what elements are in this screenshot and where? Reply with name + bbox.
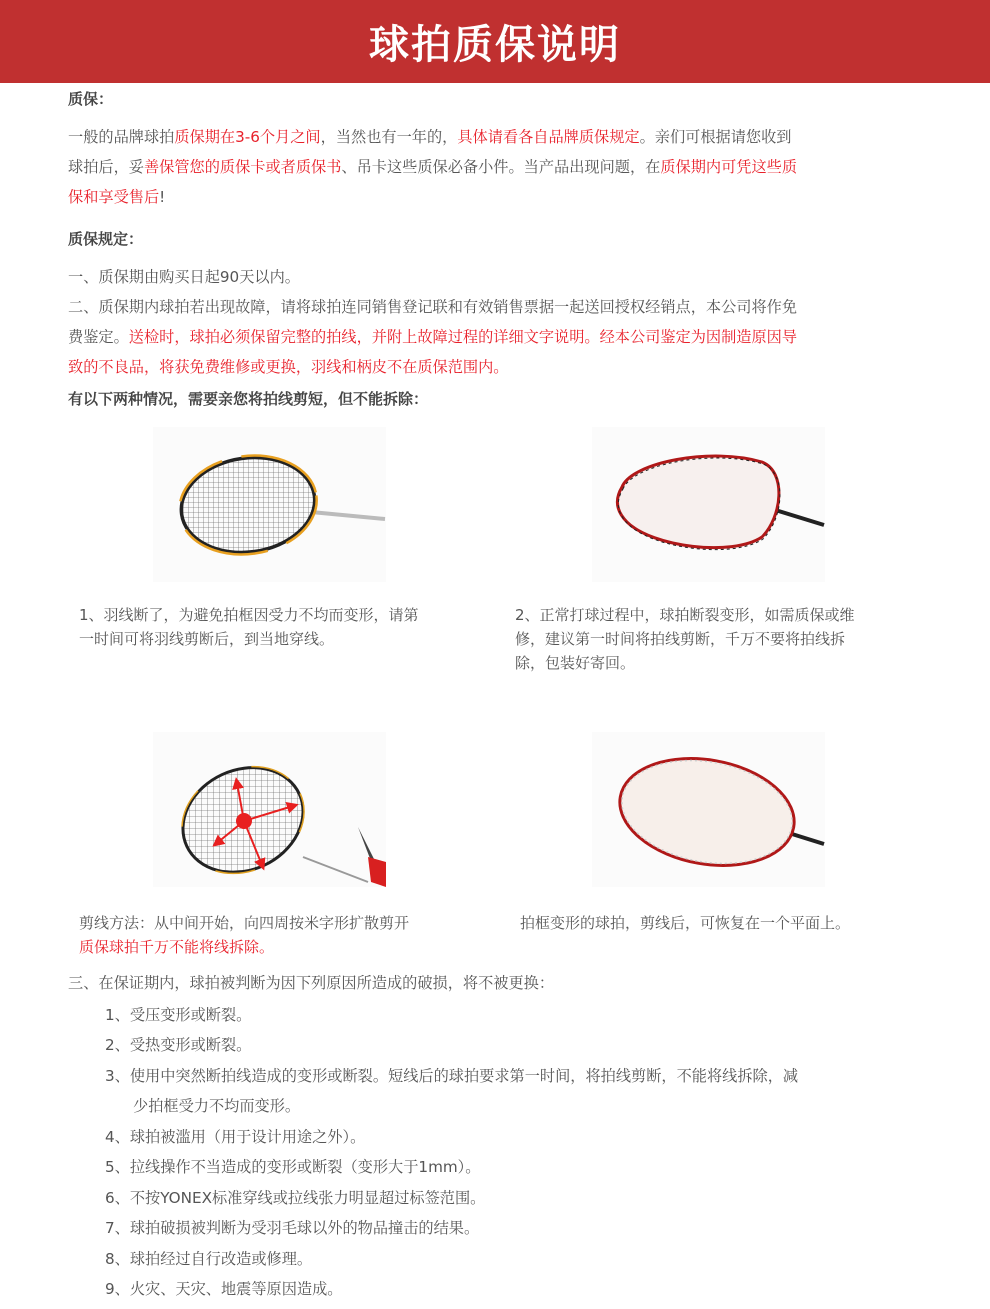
exclusion-item: 5、拉线操作不当造成的变形或断裂（变形大于1mm）。: [105, 1158, 481, 1176]
racket-image: [153, 732, 386, 887]
rule-highlight: 致的不良品，将获免费维修或更换，: [68, 358, 311, 376]
rule-2-line-2: [68, 327, 797, 347]
photo-racket-deformed-frame: [592, 427, 825, 582]
photo-caption-3: [79, 911, 409, 959]
exclusion-item: 9、火灾、天灾、地震等原因造成。: [105, 1280, 343, 1298]
photo-caption-2: [515, 603, 855, 675]
intro-highlight: 质保期在3-6个月之间: [174, 128, 321, 146]
caption-line: 剪线方法：从中间开始，向四周按米字形扩散剪开: [79, 914, 410, 932]
photo-racket-broken-strings: [153, 427, 386, 582]
photo-caption-4: [520, 911, 850, 935]
exclusion-item: 8、球拍经过自行改造或修理。: [105, 1250, 313, 1268]
exclusion-item-continued: 少拍框受力不均而变形。: [133, 1097, 301, 1115]
exclusion-item: 2、受热变形或断裂。: [105, 1036, 252, 1054]
caption-line: 2、正常打球过程中，球拍断裂变形，如需质保或维: [515, 606, 855, 624]
section-heading-rules: 质保规定：: [68, 230, 144, 248]
section-heading-warranty: 质保：: [68, 90, 114, 108]
caption-line: 修，建议第一时间将拍线剪断，千万不要将拍线拆: [515, 630, 846, 648]
photo-caption-1: [79, 603, 419, 651]
intro-highlight: 善保管您的质保卡或者质保书: [143, 158, 342, 176]
caption-line: 拍框变形的球拍，剪线后，可恢复在一个平面上。: [520, 914, 851, 932]
page-title: 球拍质保说明: [369, 22, 621, 68]
rule-1: 一、质保期由购买日起90天以内。: [68, 268, 300, 286]
exclusions-heading: 三、在保证期内，球拍被判断为因下列原因所造成的破损，将不被更换：: [68, 974, 554, 992]
intro-text: 球拍后，妥: [68, 158, 144, 176]
intro-line-1: [68, 127, 791, 147]
intro-text: !: [159, 188, 166, 206]
intro-line-2: [68, 157, 797, 177]
rule-2-line-1: [68, 297, 797, 317]
racket-image: [592, 427, 825, 582]
exclusion-item: 4、球拍被滥用（用于设计用途之外）。: [105, 1128, 366, 1146]
intro-text: ，当然也有一年的，: [320, 128, 458, 146]
caption-line-highlight: 质保球拍千万不能将线拆除。: [79, 938, 275, 956]
exclusion-item: 3、使用中突然断拍线造成的变形或断裂。短线后的球拍要求第一时间，将拍线剪断，不能将线拆除，减: [105, 1067, 799, 1085]
intro-highlight: 具体请看各自品牌质保规定: [457, 128, 640, 146]
rule-highlight: 送检时，球拍必须保留完整的拍线，并附上故障过程的详细文字说明。经本公司鉴定为因制造原因导: [128, 328, 797, 346]
exclusion-item: 7、球拍破损被判断为受羽毛球以外的物品撞击的结果。: [105, 1219, 480, 1237]
intro-highlight: 质保期内可凭这些质: [660, 158, 797, 176]
rule-2-line-3: [68, 357, 508, 377]
intro-text: 一般的品牌球拍: [68, 128, 175, 146]
exclusion-item: 6、不按YONEX标准穿线或拉线张力明显超过标签范围。: [105, 1189, 486, 1207]
racket-image: [153, 427, 386, 582]
caption-line: 1、羽线断了，为避免拍框因受力不均而变形，请第: [79, 606, 419, 624]
intro-line-3: [68, 187, 165, 207]
rule-highlight: 羽线和柄皮不在质保范围内。: [311, 358, 509, 376]
photo-racket-restored: [592, 732, 825, 887]
intro-text: 。亲们可根据请您收到: [639, 128, 792, 146]
intro-highlight: 保和享受售后: [68, 188, 160, 206]
rule-text: 费鉴定。: [68, 328, 129, 346]
exclusion-item: 1、受压变形或断裂。: [105, 1006, 252, 1024]
header-banner: [0, 0, 990, 83]
caption-line: 一时间可将羽线剪断后，到当地穿线。: [79, 630, 335, 648]
photo-cutting-method: [153, 732, 386, 887]
rule-text: 二、质保期内球拍若出现故障，请将球拍连同销售登记联和有效销售票据一起送回授权经销点，本公司将作免: [68, 298, 797, 316]
cut-notice: 有以下两种情况，需要亲您将拍线剪短，但不能拆除：: [68, 390, 429, 408]
intro-text: 、吊卡这些质保必备小件。当产品出现问题，在: [341, 158, 661, 176]
caption-line: 除，包装好寄回。: [515, 654, 636, 672]
racket-image: [592, 732, 825, 887]
